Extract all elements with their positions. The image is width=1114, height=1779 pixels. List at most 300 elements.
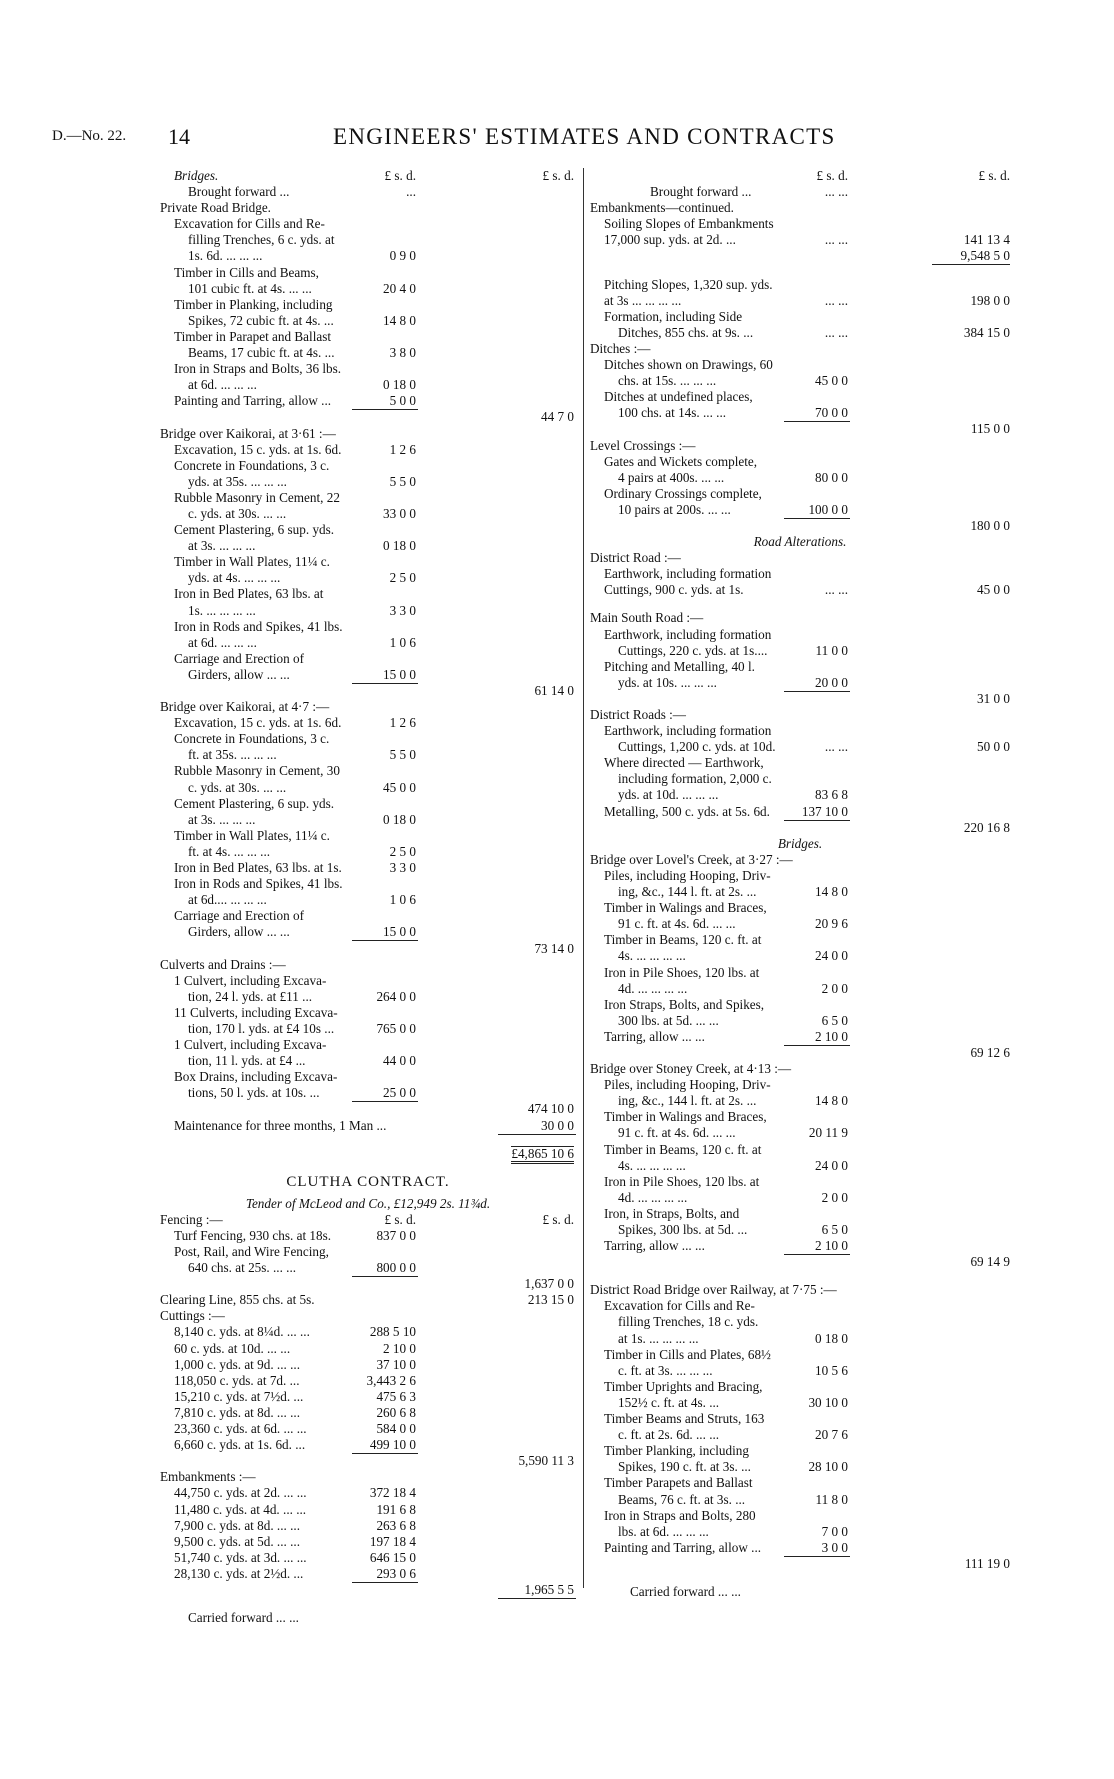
ledger-row xyxy=(590,184,1010,200)
entry-description: Tender of McLeod and Co., £12,949 2s. 11¾d. xyxy=(245,1195,491,1211)
ledger-row xyxy=(160,1485,576,1501)
entry-description: Earthwork, including formation xyxy=(604,566,772,582)
ledger-row xyxy=(160,345,576,361)
entry-description: 60 c. yds. at 10d. ... ... xyxy=(174,1340,291,1356)
item-amount: 5 5 0 xyxy=(389,747,416,763)
item-amount: £ s. d. xyxy=(816,168,848,183)
entry-description: Timber in Wall Plates, 11¼ c. xyxy=(174,554,330,570)
ledger-row xyxy=(590,1270,1010,1282)
item-amount: 197 18 4 xyxy=(369,1533,416,1549)
ledger-row xyxy=(160,426,576,442)
ledger-row xyxy=(160,1534,576,1550)
entry-description: tion, 11 l. yds. at £4 ... xyxy=(188,1053,306,1069)
total-amount: 1,637 0 0 xyxy=(524,1276,574,1292)
entry-description: Post, Rail, and Wire Fencing, xyxy=(174,1244,329,1259)
ledger-row xyxy=(590,341,1010,357)
item-amount: ... ... xyxy=(824,582,848,598)
ledger-row xyxy=(590,1282,1010,1298)
item-amount: 2 0 0 xyxy=(821,980,848,996)
item-amount: 45 0 0 xyxy=(383,779,416,795)
ledger-row xyxy=(160,1341,576,1357)
entry-description: Cement Plastering, 6 sup. yds. xyxy=(174,522,335,538)
entry-description: tion, 24 l. yds. at £11 ... xyxy=(188,988,313,1004)
item-amount: 24 0 0 xyxy=(815,948,848,964)
item-amount: 25 0 0 xyxy=(383,1085,416,1101)
item-amount: 15 0 0 xyxy=(383,666,416,682)
entry-description: District Road Bridge over Railway, at 7·75 :— xyxy=(590,1282,837,1298)
ledger-row xyxy=(590,1238,1010,1254)
ledger-row xyxy=(590,675,1010,691)
ledger-row xyxy=(160,1421,576,1437)
entry-description: c. ft. at 3s. ... ... ... xyxy=(618,1362,713,1378)
ledger-row xyxy=(590,771,1010,787)
ledger-row xyxy=(590,1379,1010,1395)
total-amount: £ s. d. xyxy=(542,168,574,183)
entry-description: Excavation for Cills and Re- xyxy=(174,216,325,232)
ledger-row xyxy=(590,1077,1010,1093)
item-amount: ... ... xyxy=(824,324,848,340)
item-amount: 191 6 8 xyxy=(376,1501,416,1517)
item-amount: 1 0 6 xyxy=(389,892,416,908)
total-amount: 180 0 0 xyxy=(970,517,1010,533)
ledger-row xyxy=(160,1550,576,1566)
total-amount: 30 0 0 xyxy=(541,1117,574,1133)
entry-description: 4 pairs at 400s. ... ... xyxy=(618,469,725,485)
ledger-row xyxy=(590,787,1010,803)
total-amount: £4,865 10 6 xyxy=(511,1146,574,1164)
ledger-row xyxy=(160,603,576,619)
item-amount: 2 0 0 xyxy=(821,1189,848,1205)
item-amount: 10 5 6 xyxy=(815,1362,848,1378)
ledger-row xyxy=(590,438,1010,454)
ledger-row xyxy=(590,1013,1010,1029)
total-amount: 50 0 0 xyxy=(977,739,1010,755)
item-amount: 70 0 0 xyxy=(815,405,848,421)
item-amount: 263 6 8 xyxy=(376,1517,416,1533)
item-amount: 2 5 0 xyxy=(389,570,416,586)
ledger-row xyxy=(590,1492,1010,1508)
entry-description: 1 Culvert, including Excava- xyxy=(174,972,327,988)
entry-description: Beams, 17 cubic ft. at 4s. ... xyxy=(188,345,335,361)
total-amount: 220 16 8 xyxy=(963,819,1010,835)
ledger-row xyxy=(590,1572,1010,1584)
ledger-row xyxy=(590,1363,1010,1379)
item-amount: 28 10 0 xyxy=(808,1459,848,1475)
ledger-row xyxy=(160,232,576,248)
entry-description: 4d. ... ... ... ... xyxy=(618,980,688,996)
entry-description: Where directed — Earthwork, xyxy=(604,755,764,771)
entry-description: Painting and Tarring, allow ... xyxy=(604,1539,762,1555)
entry-description: 44,750 c. yds. at 2d. ... ... xyxy=(174,1485,307,1501)
entry-description: Carried forward ... ... xyxy=(630,1583,741,1599)
entry-description: Main South Road :— xyxy=(590,610,704,626)
ledger-row xyxy=(160,699,576,715)
entry-description: Spikes, 190 c. ft. at 3s. ... xyxy=(618,1459,751,1475)
left-column xyxy=(160,168,576,1626)
ledger-row xyxy=(160,812,576,828)
ledger-row xyxy=(160,941,576,957)
ledger-row xyxy=(160,1162,576,1174)
entry-description: Piles, including Hooping, Driv- xyxy=(604,867,771,883)
entry-description: Spikes, 300 lbs. at 5d. ... xyxy=(618,1222,748,1237)
ledger-row xyxy=(160,635,576,651)
entry-description: at 6d. ... ... ... xyxy=(188,634,257,650)
ledger-row xyxy=(160,1085,576,1101)
entry-description: 8,140 c. yds. at 8¼d. ... ... xyxy=(174,1324,310,1340)
entry-description: Bridge over Kaikorai, at 4·7 :— xyxy=(160,699,330,715)
entry-description: Timber Planking, including xyxy=(604,1443,749,1459)
entry-description: chs. at 15s. ... ... ... xyxy=(618,373,717,389)
entry-description: Soiling Slopes of Embankments xyxy=(604,216,774,232)
ledger-row xyxy=(590,265,1010,277)
ledger-row xyxy=(590,1222,1010,1238)
entry-description: filling Trenches, 6 c. yds. at xyxy=(188,232,335,248)
item-amount: 499 10 0 xyxy=(369,1437,416,1453)
entry-description: at 1s. ... ... ... ... xyxy=(618,1330,699,1346)
item-amount: 80 0 0 xyxy=(815,469,848,485)
ledger-row xyxy=(590,168,1010,184)
ledger-row xyxy=(590,868,1010,884)
entry-description: at 3s. ... ... ... xyxy=(188,538,256,554)
ledger-row xyxy=(160,329,576,345)
column-divider xyxy=(583,168,584,1588)
entry-description: Spikes, 72 cubic ft. at 4s. ... xyxy=(188,312,334,328)
total-amount: 69 14 9 xyxy=(970,1254,1010,1270)
ledger-row xyxy=(590,755,1010,771)
entry-description: ing, &c., 144 l. ft. at 2s. ... xyxy=(618,884,757,900)
ledger-row xyxy=(590,1190,1010,1206)
total-amount: £ s. d. xyxy=(542,1211,574,1227)
total-amount: 474 10 0 xyxy=(527,1101,574,1117)
entry-description: Timber in Beams, 120 c. ft. at xyxy=(604,1141,762,1157)
entry-description: ft. at 4s. ... ... ... xyxy=(188,843,271,859)
ledger-row xyxy=(160,490,576,506)
item-amount: 3 3 0 xyxy=(389,860,416,876)
entry-description: Maintenance for three months, 1 Man ... xyxy=(174,1117,387,1133)
entry-description: District Roads :— xyxy=(590,707,686,722)
item-amount: 5 0 0 xyxy=(389,393,416,409)
ledger-row xyxy=(160,361,576,377)
entry-description: Iron in Bed Plates, 63 lbs. at 1s. xyxy=(174,860,342,876)
right-column xyxy=(590,168,1010,1600)
ledger-row xyxy=(160,747,576,763)
ledger-row xyxy=(590,1142,1010,1158)
entry-description: Earthwork, including formation xyxy=(604,723,772,739)
ledger-row xyxy=(160,828,576,844)
entry-description: Timber in Beams, 120 c. ft. at xyxy=(604,932,762,948)
entry-description: 11,480 c. yds. at 4d. ... ... xyxy=(174,1501,307,1517)
ledger-row xyxy=(160,216,576,232)
ledger-row xyxy=(160,184,576,200)
entry-description: 91 c. ft. at 4s. 6d. ... ... xyxy=(618,1125,736,1141)
entry-description: Brought forward ... xyxy=(188,184,290,200)
entry-description: Cement Plastering, 6 sup. yds. xyxy=(174,795,335,811)
entry-description: 1s. 6d. ... ... ... xyxy=(188,248,263,264)
entry-description: Pitching Slopes, 1,320 sup. yds. xyxy=(604,276,773,292)
entry-description: Iron in Pile Shoes, 120 lbs. at xyxy=(604,964,760,980)
entry-description: 118,050 c. yds. at 7d. ... xyxy=(174,1372,300,1388)
ledger-row xyxy=(160,1566,576,1582)
ledger-row xyxy=(590,900,1010,916)
ledger-row xyxy=(160,313,576,329)
ledger-row xyxy=(590,997,1010,1013)
item-amount: 33 0 0 xyxy=(383,505,416,521)
ledger-row xyxy=(160,1276,576,1292)
ledger-row xyxy=(590,1254,1010,1270)
entry-description: 100 chs. at 14s. ... ... xyxy=(618,405,727,421)
item-amount: 20 4 0 xyxy=(383,280,416,296)
entry-description: Excavation, 15 c. yds. at 1s. 6d. xyxy=(174,715,342,731)
entry-description: 28,130 c. yds. at 2½d. ... xyxy=(174,1565,304,1581)
item-amount: 30 10 0 xyxy=(808,1394,848,1410)
ledger-row xyxy=(160,989,576,1005)
ledger-row xyxy=(590,804,1010,820)
entry-description: c. yds. at 30s. ... ... xyxy=(188,505,287,521)
item-amount: 288 5 10 xyxy=(369,1324,416,1340)
entry-description: 101 cubic ft. at 4s. ... ... xyxy=(188,280,312,296)
entry-description: at 3s ... ... ... ... xyxy=(604,292,682,308)
ledger-row xyxy=(590,1206,1010,1222)
ledger-row xyxy=(160,844,576,860)
entry-description: 1 Culvert, including Excava- xyxy=(174,1037,327,1053)
ledger-row xyxy=(160,876,576,892)
item-amount: 3 0 0 xyxy=(821,1539,848,1555)
entry-description: 6,660 c. yds. at 1s. 6d. ... xyxy=(174,1437,306,1453)
ledger-row xyxy=(590,550,1010,566)
ledger-row xyxy=(590,1459,1010,1475)
ledger-row xyxy=(160,409,576,425)
ledger-row xyxy=(590,981,1010,997)
item-amount: 1 2 6 xyxy=(389,715,416,731)
entry-description: c. yds. at 30s. ... ... xyxy=(188,779,287,795)
item-amount: £ s. d. xyxy=(384,168,416,183)
entry-description: Gates and Wickets complete, xyxy=(604,453,758,469)
entry-description: tion, 170 l. yds. at £4 10s ... xyxy=(188,1020,335,1036)
ledger-row xyxy=(160,1518,576,1534)
item-amount: 3 3 0 xyxy=(389,602,416,618)
item-amount: 7 0 0 xyxy=(821,1523,848,1539)
item-amount: 3 8 0 xyxy=(389,345,416,361)
entry-description: Iron in Rods and Spikes, 41 lbs. xyxy=(174,618,343,634)
ledger-row xyxy=(160,1212,576,1228)
page-number: 14 xyxy=(168,124,190,149)
document-reference: D.—No. 22. xyxy=(52,128,127,144)
item-amount: 24 0 0 xyxy=(815,1157,848,1173)
ledger-row xyxy=(590,1109,1010,1125)
ledger-row xyxy=(160,1005,576,1021)
ledger-row xyxy=(160,957,576,973)
ledger-row xyxy=(160,522,576,538)
ledger-row xyxy=(590,277,1010,293)
entry-description: lbs. at 6d. ... ... ... xyxy=(618,1523,709,1539)
entry-description: Box Drains, including Excava- xyxy=(174,1069,338,1085)
ledger-row xyxy=(590,627,1010,643)
item-amount: 264 0 0 xyxy=(376,988,416,1004)
ledger-row xyxy=(590,232,1010,248)
ledger-row xyxy=(160,1053,576,1069)
ledger-row xyxy=(590,691,1010,707)
entry-description: Private Road Bridge. xyxy=(160,200,271,216)
ledger-row xyxy=(160,796,576,812)
ledger-row xyxy=(590,309,1010,325)
item-amount: 293 0 6 xyxy=(376,1565,416,1581)
item-amount: 0 9 0 xyxy=(389,248,416,264)
ledger-row xyxy=(590,405,1010,421)
entry-description: Cuttings :— xyxy=(160,1308,225,1324)
ledger-row xyxy=(160,1069,576,1085)
ledger-row xyxy=(590,216,1010,232)
entry-description: yds. at 10s. ... ... ... xyxy=(618,674,717,690)
entry-description: Iron in Bed Plates, 63 lbs. at xyxy=(174,586,324,602)
ledger-row xyxy=(590,200,1010,216)
ledger-row xyxy=(590,1125,1010,1141)
entry-description: Brought forward ... xyxy=(650,184,752,200)
ledger-row xyxy=(160,1134,576,1146)
item-amount: 260 6 8 xyxy=(376,1404,416,1420)
ledger-row xyxy=(160,1453,576,1469)
entry-description: 15,210 c. yds. at 7½d. ... xyxy=(174,1388,304,1404)
ledger-row xyxy=(160,506,576,522)
entry-description: including formation, 2,000 c. xyxy=(618,771,772,787)
item-amount: 765 0 0 xyxy=(376,1020,416,1036)
ledger-row xyxy=(160,1146,576,1162)
ledger-row xyxy=(590,518,1010,534)
entry-description: Rubble Masonry in Cement, 22 xyxy=(174,489,340,505)
ledger-row xyxy=(590,884,1010,900)
ledger-row xyxy=(160,474,576,490)
ledger-row xyxy=(590,1347,1010,1363)
entry-description: 7,900 c. yds. at 8d. ... ... xyxy=(174,1517,301,1533)
entry-description: 17,000 sup. yds. at 2d. ... xyxy=(604,232,736,248)
ledger-row xyxy=(160,892,576,908)
entry-description: ft. at 35s. ... ... ... xyxy=(188,747,277,763)
entry-description: Clearing Line, 855 chs. at 5s. xyxy=(160,1292,315,1308)
entry-description: Cuttings, 1,200 c. yds. at 10d. xyxy=(618,739,776,755)
total-amount: 61 14 0 xyxy=(534,683,574,698)
ledger-row xyxy=(160,1308,576,1324)
entry-description: CLUTHA CONTRACT. xyxy=(286,1173,450,1190)
ledger-row xyxy=(160,1469,576,1485)
entry-description: Painting and Tarring, allow ... xyxy=(174,393,332,409)
ledger-row xyxy=(160,248,576,264)
total-amount: 384 15 0 xyxy=(963,324,1010,340)
ledger-row xyxy=(160,683,576,699)
entry-description: 4s. ... ... ... ... xyxy=(618,1157,686,1173)
item-amount: 83 6 8 xyxy=(815,787,848,803)
ledger-row xyxy=(160,908,576,924)
ledger-row xyxy=(590,739,1010,755)
item-amount: 1 0 6 xyxy=(389,634,416,650)
ledger-row xyxy=(160,586,576,602)
entry-description: Iron in Rods and Spikes, 41 lbs. xyxy=(174,876,343,892)
item-amount: 2 10 0 xyxy=(383,1340,416,1356)
entry-description: Beams, 76 c. ft. at 3s. ... xyxy=(618,1491,746,1507)
entry-description: Ditches, 855 chs. at 9s. ... xyxy=(618,324,754,340)
ledger-row xyxy=(160,731,576,747)
item-amount: 20 7 6 xyxy=(815,1427,848,1443)
ledger-row xyxy=(590,325,1010,341)
total-amount: £ s. d. xyxy=(978,168,1010,183)
item-amount: ... ... xyxy=(824,739,848,755)
entry-description: 9,500 c. yds. at 5d. ... ... xyxy=(174,1533,301,1549)
entry-description: Iron in Straps and Bolts, 280 xyxy=(604,1507,756,1523)
item-amount: 15 0 0 xyxy=(383,924,416,940)
ledger-row xyxy=(160,924,576,940)
entry-description: yds. at 4s. ... ... ... xyxy=(188,570,281,586)
item-amount: 0 18 0 xyxy=(383,538,416,554)
ledger-row xyxy=(590,502,1010,518)
item-amount: 45 0 0 xyxy=(815,373,848,389)
entry-description: Timber in Planking, including xyxy=(174,296,333,312)
item-amount: 2 10 0 xyxy=(815,1238,848,1254)
entry-description: Bridges. xyxy=(174,168,219,183)
entry-description: at 3s. ... ... ... xyxy=(188,811,256,827)
ledger-row xyxy=(590,852,1010,868)
ledger-row xyxy=(590,486,1010,502)
total-amount: 44 7 0 xyxy=(541,409,574,425)
ledger-row xyxy=(160,393,576,409)
entry-description: Culverts and Drains :— xyxy=(160,956,286,972)
ledger-row xyxy=(160,442,576,458)
ledger-row xyxy=(590,1029,1010,1045)
ledger-row xyxy=(590,1556,1010,1572)
ledger-row xyxy=(590,1331,1010,1347)
item-amount: 14 8 0 xyxy=(815,1093,848,1109)
total-amount: 9,548 5 0 xyxy=(960,248,1010,264)
entry-description: Timber Uprights and Bracing, xyxy=(604,1378,763,1394)
entry-description: 4d. ... ... ... ... xyxy=(618,1189,688,1205)
entry-description: Bridge over Stoney Creek, at 4·13 :— xyxy=(590,1061,792,1077)
item-amount: 646 15 0 xyxy=(369,1549,416,1565)
page-header xyxy=(0,124,1114,154)
ledger-row xyxy=(160,1373,576,1389)
ledger-row xyxy=(160,554,576,570)
total-amount: 69 12 6 xyxy=(970,1044,1010,1060)
total-amount: 5,590 11 3 xyxy=(518,1453,574,1469)
entry-description: Iron Straps, Bolts, and Spikes, xyxy=(604,996,765,1012)
item-amount: ... ... xyxy=(824,184,848,200)
entry-description: Embankments :— xyxy=(160,1469,256,1485)
ledger-row xyxy=(160,715,576,731)
entry-description: 4s. ... ... ... ... xyxy=(618,948,686,964)
total-amount: 1,965 5 5 xyxy=(524,1581,574,1597)
entry-description: Road Alterations. xyxy=(753,534,847,550)
entry-description: 91 c. ft. at 4s. 6d. ... ... xyxy=(618,916,736,932)
entry-description: Timber in Walings and Braces, xyxy=(604,1109,767,1125)
item-amount: 2 10 0 xyxy=(815,1028,848,1044)
ledger-row xyxy=(590,1427,1010,1443)
item-amount: 100 0 0 xyxy=(808,501,848,517)
entry-description: Iron, in Straps, Bolts, and xyxy=(604,1205,740,1221)
ledger-row xyxy=(590,1093,1010,1109)
ledger-row xyxy=(590,1540,1010,1556)
ledger-row xyxy=(160,1101,576,1117)
item-amount: 0 18 0 xyxy=(815,1330,848,1346)
total-amount: 73 14 0 xyxy=(534,940,574,956)
entry-description: 1s. ... ... ... ... xyxy=(188,602,256,618)
ledger-row xyxy=(160,377,576,393)
ledger-row xyxy=(590,948,1010,964)
total-amount: 45 0 0 xyxy=(977,582,1010,598)
total-amount: 213 15 0 xyxy=(527,1292,574,1308)
entry-description: 10 pairs at 200s. ... ... xyxy=(618,501,731,517)
ledger-row xyxy=(590,1475,1010,1491)
entry-description: Turf Fencing, 930 chs. at 18s. xyxy=(174,1227,332,1243)
item-amount: 584 0 0 xyxy=(376,1421,416,1437)
ledger-row xyxy=(590,965,1010,981)
entry-description: ing, &c., 144 l. ft. at 2s. ... xyxy=(618,1093,757,1109)
ledger-row xyxy=(590,470,1010,486)
